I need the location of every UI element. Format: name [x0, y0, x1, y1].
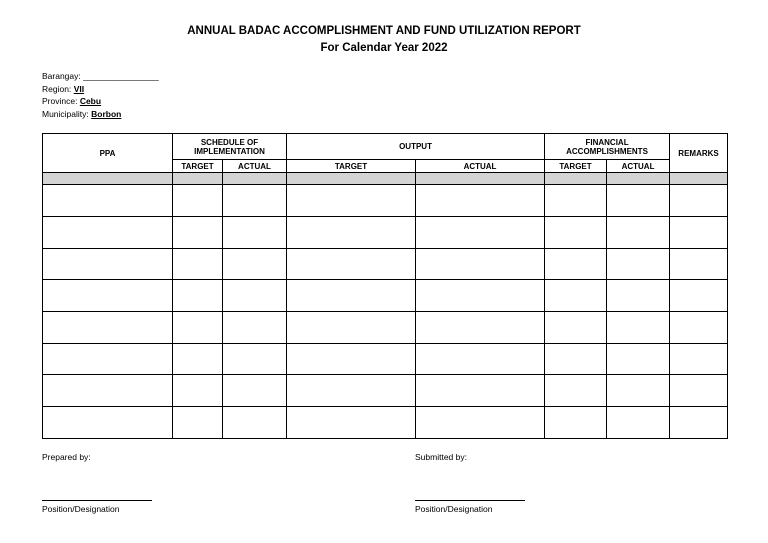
barangay-label: Barangay:	[42, 71, 81, 81]
table-cell	[607, 343, 670, 375]
separator-cell	[223, 173, 287, 185]
table-cell	[607, 312, 670, 344]
table-cell	[223, 343, 287, 375]
schedule-actual-header: ACTUAL	[223, 160, 287, 173]
financial-actual-header: ACTUAL	[607, 160, 670, 173]
table-cell	[223, 280, 287, 312]
table-cell	[670, 312, 728, 344]
separator-cell	[670, 173, 728, 185]
table-row	[43, 185, 728, 217]
submitted-signature-line	[415, 500, 525, 501]
financial-target-header: TARGET	[545, 160, 607, 173]
table-row	[43, 248, 728, 280]
municipality-label: Municipality:	[42, 108, 89, 119]
table-cell	[223, 375, 287, 407]
table-cell	[223, 407, 287, 439]
prepared-by-label: Prepared by:	[42, 452, 91, 462]
barangay-value: ________________	[83, 71, 159, 81]
province-row	[42, 95, 159, 108]
table-cell	[416, 407, 545, 439]
separator-cell	[545, 173, 607, 185]
table-cell	[416, 312, 545, 344]
table-cell	[173, 407, 223, 439]
table-cell	[287, 280, 416, 312]
table-cell	[545, 375, 607, 407]
province-label: Province:	[42, 96, 78, 106]
table-separator-row	[43, 173, 728, 185]
table-cell	[670, 280, 728, 312]
prepared-signature-line	[42, 500, 152, 501]
table-cell	[670, 185, 728, 217]
schedule-header: SCHEDULE OF IMPLEMENTATION	[173, 134, 287, 160]
separator-cell	[416, 173, 545, 185]
table-cell	[545, 185, 607, 217]
table-cell	[607, 280, 670, 312]
table-cell	[287, 375, 416, 407]
separator-cell	[287, 173, 416, 185]
table-cell	[223, 312, 287, 344]
table-cell	[173, 375, 223, 407]
table-cell	[173, 312, 223, 344]
table-cell	[287, 312, 416, 344]
table-cell	[545, 407, 607, 439]
table-cell	[287, 185, 416, 217]
separator-cell	[607, 173, 670, 185]
table-cell	[43, 375, 173, 407]
table-cell	[173, 185, 223, 217]
prepared-position-label: Position/Designation	[42, 504, 120, 514]
table-cell	[670, 216, 728, 248]
table-cell	[607, 216, 670, 248]
financial-header: FINANCIAL ACCOMPLISHMENTS	[545, 134, 670, 160]
table-cell	[223, 185, 287, 217]
report-table	[42, 133, 728, 439]
municipality-row	[42, 108, 159, 121]
table-cell	[43, 248, 173, 280]
output-actual-header: ACTUAL	[416, 160, 545, 173]
table-cell	[223, 216, 287, 248]
table-cell	[416, 375, 545, 407]
table-cell	[287, 216, 416, 248]
table-row	[43, 216, 728, 248]
table-body	[43, 173, 728, 439]
table-cell	[43, 216, 173, 248]
output-target-header: TARGET	[287, 160, 416, 173]
table-cell	[43, 343, 173, 375]
table-cell	[545, 312, 607, 344]
region-row	[42, 83, 159, 96]
table-cell	[287, 248, 416, 280]
table-cell	[545, 280, 607, 312]
table-cell	[670, 375, 728, 407]
table-cell	[173, 216, 223, 248]
table-cell	[416, 216, 545, 248]
output-header: OUTPUT	[287, 134, 545, 160]
table-cell	[43, 407, 173, 439]
table-row	[43, 312, 728, 344]
submitted-position-label: Position/Designation	[415, 504, 493, 514]
table-cell	[287, 407, 416, 439]
table-cell	[607, 185, 670, 217]
ppa-header: PPA	[43, 134, 173, 173]
separator-cell	[173, 173, 223, 185]
region-label: Region:	[42, 83, 72, 94]
table-cell	[607, 407, 670, 439]
schedule-target-header: TARGET	[173, 160, 223, 173]
table-cell	[173, 280, 223, 312]
table-cell	[670, 343, 728, 375]
remarks-header: REMARKS	[670, 134, 728, 173]
report-header	[0, 23, 768, 57]
table-cell	[173, 343, 223, 375]
table-cell	[416, 185, 545, 217]
submitted-by-label: Submitted by:	[415, 452, 467, 462]
table-cell	[607, 375, 670, 407]
region-value: VII	[73, 83, 85, 94]
separator-cell	[43, 173, 173, 185]
table-cell	[173, 248, 223, 280]
table-row	[43, 375, 728, 407]
table-row	[43, 343, 728, 375]
table-cell	[670, 407, 728, 439]
table-cell	[43, 185, 173, 217]
report-title: ANNUAL BADAC ACCOMPLISHMENT AND FUND UTILIZATION REPORT	[187, 25, 581, 37]
table-cell	[223, 248, 287, 280]
table-cell	[43, 280, 173, 312]
table-cell	[545, 248, 607, 280]
table-cell	[416, 280, 545, 312]
table-row	[43, 407, 728, 439]
table-cell	[545, 343, 607, 375]
table-cell	[670, 248, 728, 280]
province-value: Cebu	[79, 96, 102, 106]
table-row	[43, 280, 728, 312]
barangay-row	[42, 70, 159, 83]
table-cell	[416, 343, 545, 375]
location-info	[42, 70, 159, 120]
table-cell	[287, 343, 416, 375]
report-subtitle: For Calendar Year 2022	[320, 42, 448, 54]
table-cell	[416, 248, 545, 280]
table-cell	[43, 312, 173, 344]
table-cell	[607, 248, 670, 280]
table-cell	[545, 216, 607, 248]
municipality-value: Borbon	[91, 108, 122, 119]
